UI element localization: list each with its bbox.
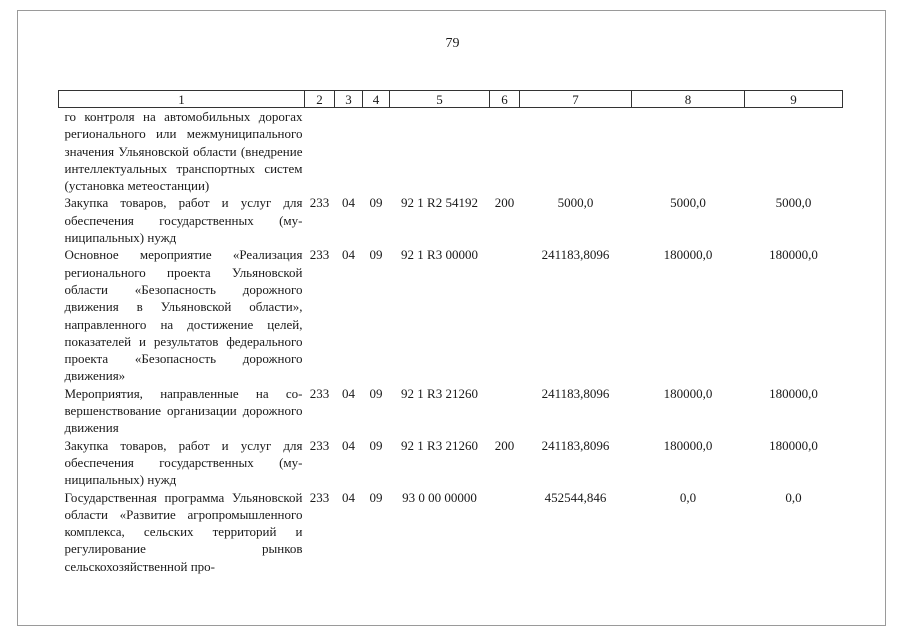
cell-section: 04 — [342, 437, 355, 453]
cell-amount-col9: 180000,0 — [769, 437, 818, 453]
cell-target-article: 92 1 R3 21260 — [401, 385, 478, 401]
header-cell-8: 8 — [632, 91, 745, 108]
cell-amount-col8: 5000,0 — [670, 195, 706, 211]
cell-ministry-code: 233 — [309, 489, 330, 505]
table-row — [59, 246, 843, 384]
table-row — [59, 385, 843, 437]
row-description: го контроля на автомобильных дорогах регионального или межмуниципального значения Ульяновской области (внедрение интеллектуальных транспортных систем (установка метеостанции) — [64, 109, 303, 194]
cell-expense-type: 200 — [494, 195, 515, 211]
cell-subsection: 09 — [369, 489, 383, 505]
cell-amount-col8: 180000,0 — [663, 385, 713, 401]
row-description: Основное мероприятие «Реализация регионального проекта Ульяновской области «Безопасность дорожного движения в Ульяновской области», направленного на достижение целей, показателей и результатов федерального проекта «Безопасность дорожного движения» — [64, 247, 303, 384]
cell-amount-col7: 241183,8096 — [541, 385, 610, 401]
cell-subsection: 09 — [369, 195, 383, 211]
cell-subsection: 09 — [369, 437, 383, 453]
cell-expense-type: 200 — [494, 437, 515, 453]
cell-amount-col9: 180000,0 — [769, 247, 818, 263]
header-row — [59, 91, 843, 108]
cell-section: 04 — [342, 195, 355, 211]
table-row — [59, 489, 843, 575]
cell-section: 04 — [342, 489, 355, 505]
table-row — [59, 108, 843, 195]
cell-amount-col7: 452544,846 — [544, 489, 607, 505]
header-cell-3: 3 — [335, 91, 363, 108]
cell-section: 04 — [342, 385, 355, 401]
cell-target-article: 93 0 00 00000 — [402, 489, 477, 505]
cell-subsection: 09 — [369, 385, 383, 401]
cell-target-article: 92 1 R3 21260 — [401, 437, 478, 453]
header-cell-1: 1 — [59, 91, 305, 108]
cell-amount-col8: 180000,0 — [663, 437, 713, 453]
cell-expense-type — [490, 246, 520, 384]
cell-ministry-code: 233 — [309, 385, 330, 401]
cell-section: 04 — [342, 247, 355, 263]
cell-amount-col9 — [745, 108, 843, 195]
cell-amount-col7: 241183,8096 — [541, 247, 610, 263]
cell-amount-col8: 180000,0 — [663, 247, 713, 263]
cell-expense-type — [490, 489, 520, 575]
cell-target-article: 92 1 R2 54192 — [401, 195, 478, 211]
cell-amount-col9: 180000,0 — [769, 385, 818, 401]
cell-amount-col7: 5000,0 — [557, 195, 594, 211]
cell-amount-col8 — [632, 108, 745, 195]
cell-target-article: 92 1 R3 00000 — [401, 247, 478, 263]
header-cell-4: 4 — [363, 91, 390, 108]
row-description: Мероприятия, направленные на совершенствование организации дорожного движения — [64, 385, 303, 436]
page-number: 79 — [445, 36, 460, 51]
header-cell-6: 6 — [490, 91, 520, 108]
cell-amount-col9: 5000,0 — [775, 195, 812, 211]
header-cell-9: 9 — [745, 91, 843, 108]
table-row — [59, 437, 843, 489]
header-cell-5: 5 — [390, 91, 490, 108]
header-cell-2: 2 — [305, 91, 335, 108]
table-row — [59, 194, 843, 246]
header-cell-7: 7 — [520, 91, 632, 108]
cell-ministry-code: 233 — [309, 247, 330, 263]
cell-section — [335, 108, 363, 195]
cell-amount-col7: 241183,8096 — [541, 437, 610, 453]
cell-ministry-code: 233 — [309, 437, 330, 453]
cell-amount-col7 — [520, 108, 632, 195]
cell-subsection — [363, 108, 390, 195]
cell-target-article — [390, 108, 490, 195]
cell-expense-type — [490, 108, 520, 195]
cell-ministry-code — [305, 108, 335, 195]
cell-amount-col9: 0,0 — [785, 489, 802, 505]
cell-subsection: 09 — [369, 247, 383, 263]
budget-table — [58, 90, 843, 575]
cell-ministry-code: 233 — [309, 195, 330, 211]
row-description: Закупка товаров, работ и услуг для обеспечения государственных (муниципальных) нужд — [64, 437, 303, 488]
cell-expense-type — [490, 385, 520, 437]
row-description: Государственная программа Ульяновской области «Развитие агропромышленного комплекса, сельских территорий и регулирование рынков сельскохозяйственной про- — [64, 489, 303, 574]
cell-amount-col8: 0,0 — [679, 489, 697, 505]
row-description: Закупка товаров, работ и услуг для обеспечения государственных (муниципальных) нужд — [64, 195, 303, 246]
